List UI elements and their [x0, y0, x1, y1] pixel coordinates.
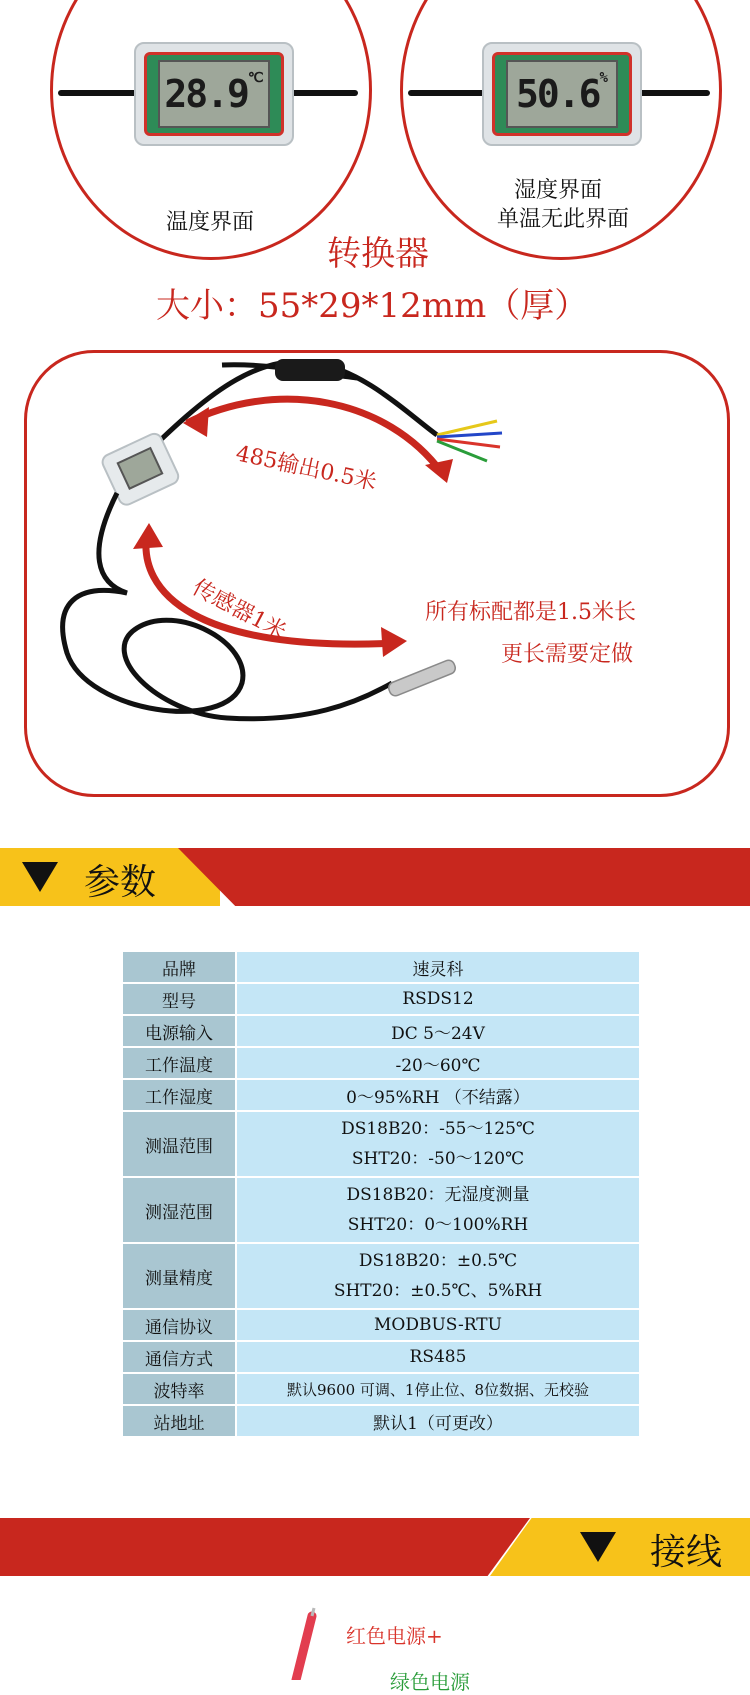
table-row — [122, 1243, 640, 1309]
sensor-length-label: 传感器1米 — [188, 575, 290, 646]
lcd-humidity — [506, 60, 618, 128]
humidity-unit: % — [599, 70, 608, 86]
spec-value: DS18B20：-55～125℃ — [341, 1119, 535, 1139]
output-length-label: 485输出0.5米 — [233, 441, 379, 496]
spec-key: 波特率 — [122, 1373, 236, 1405]
spec-key: 工作湿度 — [122, 1079, 236, 1111]
spec-value: SHT20：-50～120℃ — [351, 1149, 525, 1169]
params-title: 参数 — [84, 862, 157, 903]
converter-label: 转换器 — [327, 234, 429, 274]
table-row — [122, 1405, 640, 1437]
spec-key: 测量精度 — [122, 1243, 236, 1309]
spec-key: 站地址 — [122, 1405, 236, 1437]
cable-left-b — [284, 90, 358, 96]
table-row — [122, 1309, 640, 1341]
spec-value: 默认9600 可调、1停止位、8位数据、无校验 — [236, 1373, 640, 1405]
table-row — [122, 1373, 640, 1405]
table-row — [122, 951, 640, 983]
red-wire-lead — [296, 1616, 312, 1680]
table-row — [122, 1047, 640, 1079]
humidity-reading: 50.6 — [516, 72, 600, 116]
red-power-label: 红色电源+ — [346, 1624, 443, 1648]
spec-key: 通信方式 — [122, 1341, 236, 1373]
params-section-banner — [0, 848, 750, 906]
spec-value: -20～60℃ — [236, 1047, 640, 1079]
cable-left-a — [58, 90, 142, 96]
spec-key: 通信协议 — [122, 1309, 236, 1341]
spec-key: 工作温度 — [122, 1047, 236, 1079]
spec-value: DS18B20：±0.5℃ — [358, 1251, 518, 1271]
converter-device-humid — [482, 42, 642, 146]
sensor-cable-illustration — [27, 353, 727, 794]
table-row — [122, 1177, 640, 1243]
table-row — [122, 1341, 640, 1373]
humidity-screen-caption-1: 湿度界面 — [513, 178, 602, 203]
lcd-temperature — [158, 60, 270, 128]
converter-small — [100, 431, 181, 507]
spec-key: 测湿范围 — [122, 1177, 236, 1243]
wiring-title: 接线 — [650, 1532, 723, 1573]
cable-right-a — [408, 90, 492, 96]
table-row — [122, 1079, 640, 1111]
wiring-section-banner — [0, 1518, 750, 1576]
spec-key: 型号 — [122, 983, 236, 1015]
table-row — [122, 983, 640, 1015]
spec-table — [121, 950, 641, 1438]
spec-value: SHT20：0～100%RH — [347, 1215, 529, 1235]
size-label: 大小：55*29*12mm（厚） — [156, 286, 589, 326]
spec-value: RS485 — [236, 1341, 640, 1373]
spec-value: 速灵科 — [236, 951, 640, 983]
spec-value: 默认1（可更改） — [236, 1405, 640, 1437]
green-power-label: 绿色电源 — [390, 1670, 470, 1694]
triangle-down-icon — [580, 1532, 616, 1562]
spec-value: DC 5～24V — [236, 1015, 640, 1047]
temperature-unit: ℃ — [247, 70, 264, 86]
temperature-reading: 28.9 — [164, 72, 248, 116]
spec-key: 电源输入 — [122, 1015, 236, 1047]
spec-value: 0～95%RH （不结露） — [236, 1079, 640, 1111]
spec-key: 品牌 — [122, 951, 236, 983]
sensor-probe-steel — [387, 658, 457, 697]
table-row — [122, 1015, 640, 1047]
table-row — [122, 1111, 640, 1177]
spec-key: 测温范围 — [122, 1111, 236, 1177]
wiring-photo-panel — [24, 350, 730, 797]
humidity-screen-caption-2: 单温无此界面 — [496, 207, 629, 232]
waterproof-connector — [275, 359, 345, 381]
spec-value: MODBUS-RTU — [236, 1309, 640, 1341]
custom-length-note: 更长需要定做 — [501, 642, 634, 667]
temperature-screen-caption: 温度界面 — [165, 210, 254, 235]
spec-value: RSDS12 — [236, 983, 640, 1015]
standard-length-note: 所有标配都是1.5米长 — [425, 600, 636, 625]
spec-value: SHT20：±0.5℃、5%RH — [333, 1281, 543, 1301]
spec-value: DS18B20：无湿度测量 — [346, 1185, 530, 1205]
triangle-down-icon — [22, 862, 58, 892]
converter-device-temp — [134, 42, 294, 146]
